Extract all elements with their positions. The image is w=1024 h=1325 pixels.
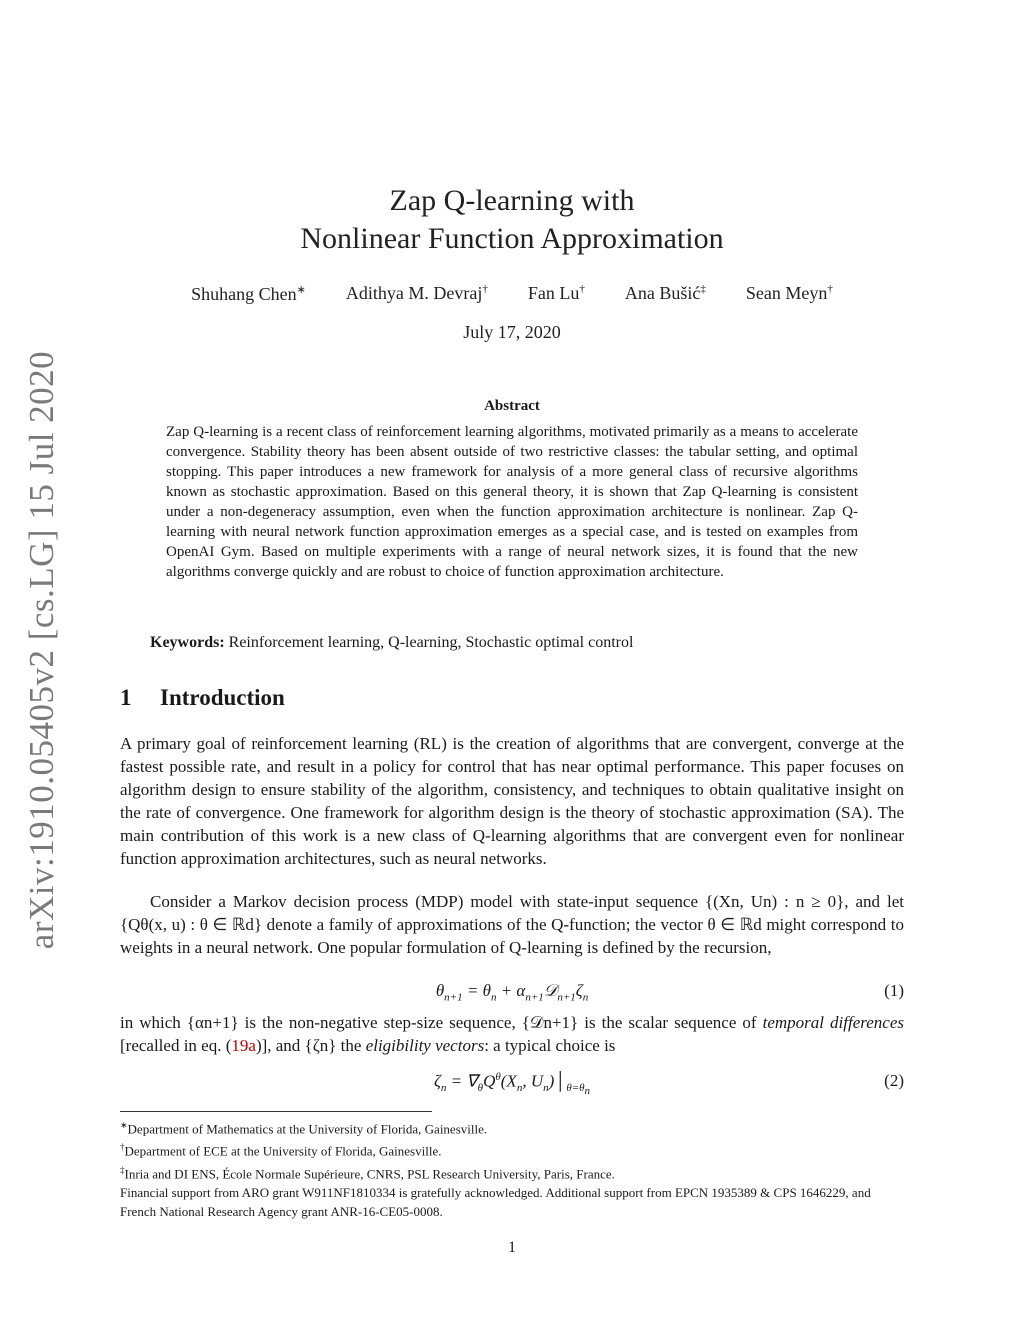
abstract-heading: Abstract	[484, 398, 540, 414]
keywords	[150, 634, 910, 652]
author: Sean Meyn†	[745, 283, 833, 303]
intro-paragraph-2: Consider a Markov decision process (MDP) model with state-input sequence {(Xn, Un) : n ≥ 0}, and let {Qθ(x, u) : θ ∈ ℝd} denote a family of approximations of the Q-function; the vector θ ∈ ℝd might correspond to weights in a neural network. One popular formulation of Q-learning is defined by the recursion,	[120, 892, 904, 957]
section-title: Introduction	[160, 685, 285, 710]
equation-1-number: (1)	[884, 981, 904, 1000]
title-line-1: Zap Q-learning with	[389, 184, 635, 217]
footnote-divider	[120, 1111, 432, 1112]
intro-paragraph-3: in which {αn+1} is the non-negative step-size sequence, {𝒟n+1} is the scalar sequence of temporal differences [recalled in eq. (19a)], and {ζn} the eligibility vectors: a typical choice is	[120, 1013, 904, 1055]
equation-1	[120, 981, 904, 1007]
author: Ana Bušić‡	[624, 283, 706, 303]
arxiv-identifier: arXiv:1910.05405v2 [cs.LG] 15 Jul 2020	[22, 350, 62, 950]
page-number: 1	[508, 1239, 516, 1256]
footnote: ‡Inria and DI ENS, École Normale Supérieure, CNRS, PSL Research University, Paris, France.	[120, 1164, 615, 1181]
equation-1-formula: $\theta_{n+1} = \theta_n$ + $\alpha_{n+1}𝒟_{n+1}\zeta_n$	[435, 981, 589, 1004]
keywords-text: Reinforcement learning, Q-learning, Stochastic optimal control	[228, 634, 634, 651]
title-line-2: Nonlinear Function Approximation	[300, 222, 724, 255]
equation-2	[120, 1071, 904, 1097]
author-list	[120, 283, 904, 305]
section-number: 1	[120, 685, 132, 710]
author: Fan Lu†	[527, 283, 585, 303]
author: Shuhang Chen∗	[191, 284, 306, 304]
author: Adithya M. Devraj†	[345, 283, 488, 303]
publication-date: July 17, 2020	[463, 322, 561, 342]
equation-reference-link[interactable]: 19a	[231, 1036, 256, 1055]
arxiv-sidebar-stamp	[22, 350, 62, 950]
footnote: †Department of ECE at the University of Florida, Gainesville.	[120, 1142, 442, 1159]
footnote-funding: Financial support from ARO grant W911NF1810334 is gratefully acknowledged. Additional support from EPCN 1935389 & CPS 1646229, and French National Research Agency grant ANR-16-CE05-0008.	[120, 1184, 871, 1219]
intro-paragraph-1: A primary goal of reinforcement learning (RL) is the creation of algorithms that are convergent, converge at the fastest possible rate, and result in a policy for control that has near optimal performance. This paper focuses on algorithm design to ensure stability of the algorithm, consistency, and techniques to obtain qualitative insight on the rate of convergence. One framework for algorithm design is the theory of stochastic approximation (SA). The main contribution of this work is a new class of Q-learning algorithms that are convergent even for nonlinear function approximation architectures, such as neural networks.	[120, 734, 904, 868]
abstract-text: Zap Q-learning is a recent class of reinforcement learning algorithms, motivated primarily as a means to accelerate convergence. Stability theory has been absent outside of two restrictive classes: the tabular setting, and optimal stopping. This paper introduces a new framework for analysis of a more general class of recursive algorithms known as stochastic approximation. Based on this general theory, it is shown that Zap Q-learning is consistent under a non-degeneracy assumption, even when the function approximation architecture is nonlinear. Zap Q-learning with neural network function approximation emerges as a special case, and is tested on examples from OpenAI Gym. Based on multiple experiments with a range of neural network sizes, it is found that the new algorithms converge quickly and are robust to choice of function approximation architecture.	[166, 424, 858, 580]
footnote: ∗Department of Mathematics at the University of Florida, Gainesville.	[120, 1120, 488, 1137]
equation-2-number: (2)	[884, 1071, 904, 1090]
paper-title	[120, 182, 904, 258]
keywords-label: Keywords:	[150, 634, 225, 651]
section-heading-introduction	[120, 685, 285, 711]
equation-2-formula: $\zeta_n = \nabla_\theta Q^\theta(X_n$, $U_n)│_{\theta=\theta_n}$	[433, 1071, 591, 1098]
footnotes	[120, 1116, 904, 1221]
